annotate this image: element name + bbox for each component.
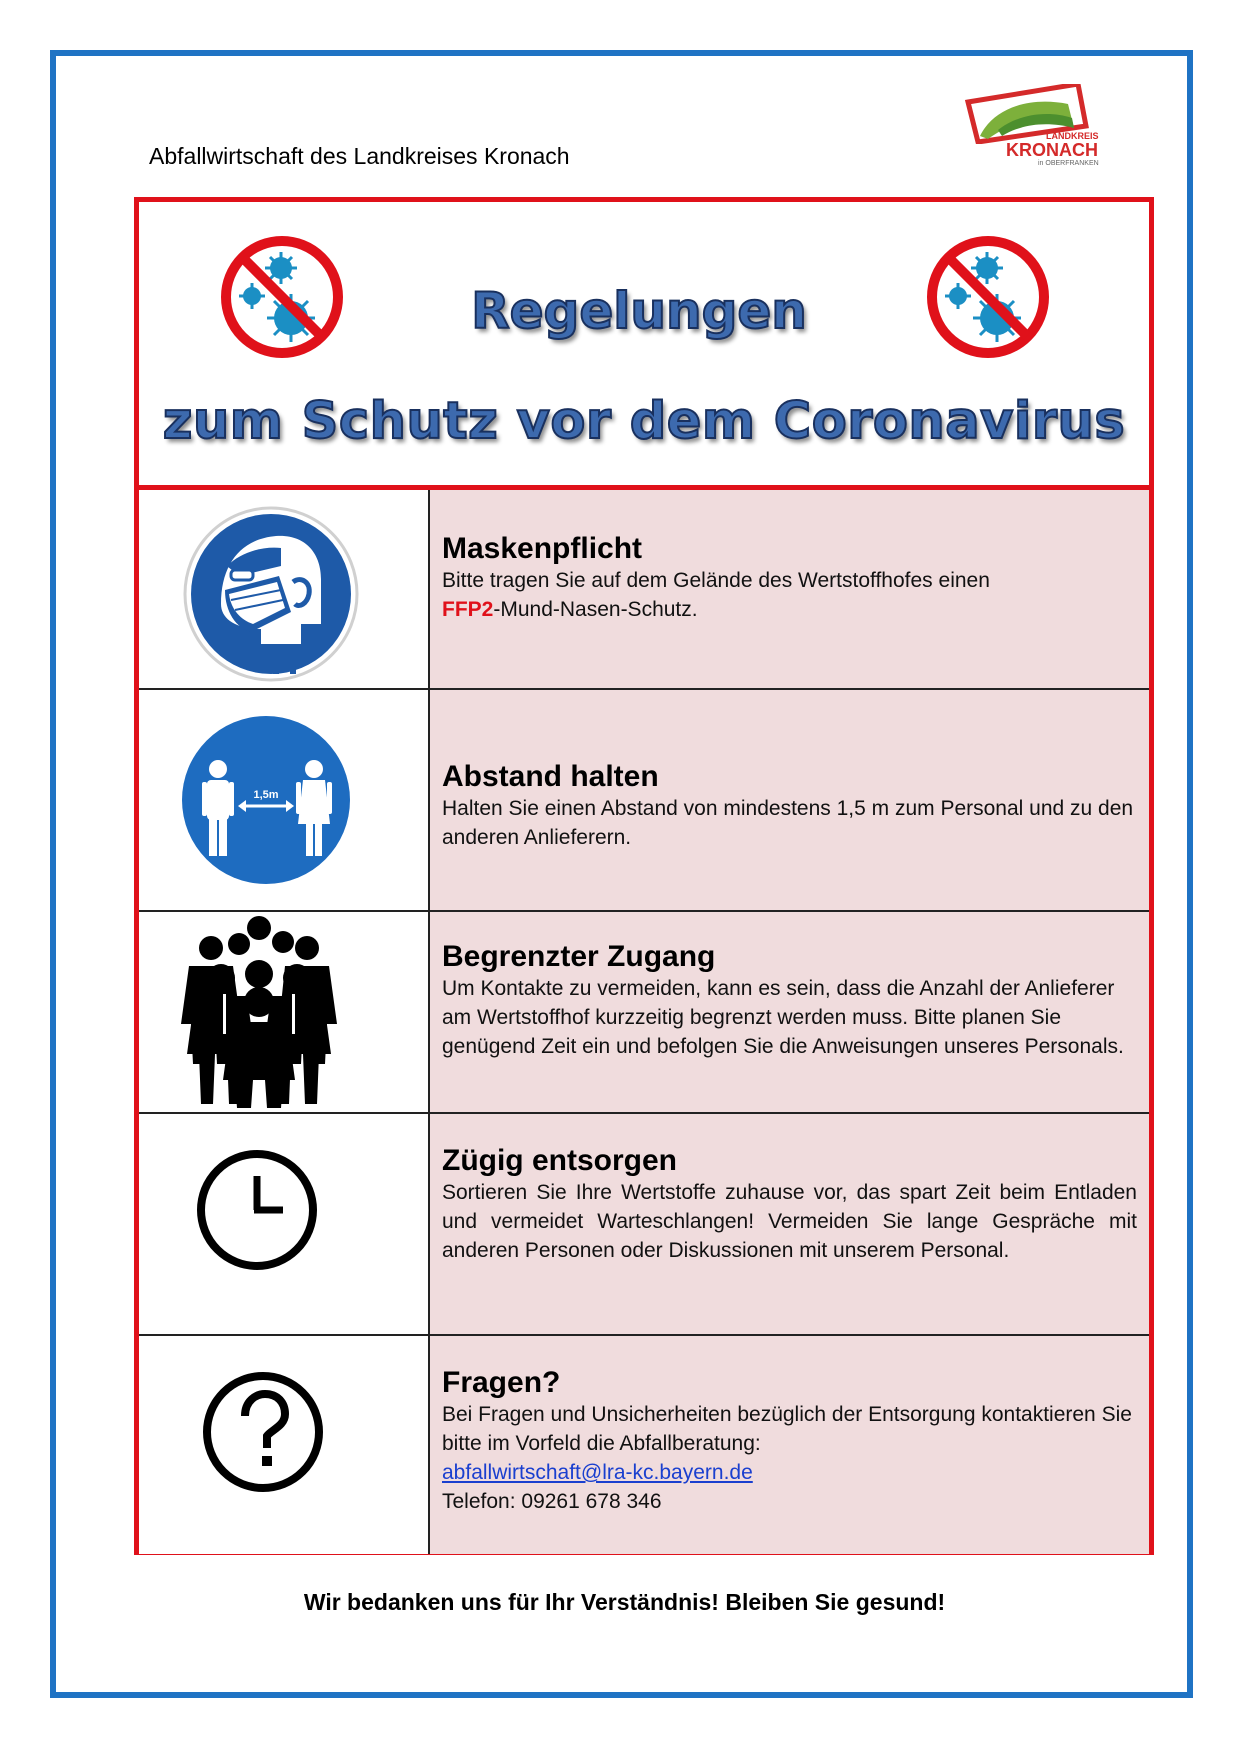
rule-row-access (139, 912, 1149, 1114)
logo-line1: LANDKREIS (1046, 131, 1099, 141)
rule-body-text: Bitte tragen Sie auf dem Gelände des Wertstoffhofes einen (442, 569, 990, 592)
kronach-logo (958, 84, 1108, 174)
distance-label: 1,5m (253, 789, 279, 801)
rule-body: Sortieren Sie Ihre Wertstoffe zuhause vor, das spart Zeit beim Entladen und vermeidet Warteschlangen! Vermeiden Sie lange Gespräche mit anderen Personen oder Diskussionen mit unserem Personal. (442, 1181, 1137, 1262)
rule-text-cell (430, 690, 1149, 910)
rule-title: Zügig entsorgen (442, 1144, 677, 1177)
rules-box (134, 197, 1154, 1555)
clock-icon (195, 1148, 319, 1272)
rule-row-questions (139, 1336, 1149, 1554)
email-link[interactable]: abfallwirtschaft@lra-kc.bayern.de (442, 1461, 753, 1484)
face-mask-icon (181, 504, 361, 684)
rule-body: Bei Fragen und Unsicherheiten bezüglich der Entsorgung kontaktieren Sie bitte im Vorfeld die Abfallberatung: (442, 1403, 1132, 1455)
rule-icon-cell (139, 1114, 430, 1334)
crowd-icon (159, 914, 359, 1108)
title-line2: zum Schutz vor dem Coronavirus (162, 392, 1126, 451)
rule-text-cell (430, 912, 1149, 1112)
footer-message: Wir bedanken uns für Ihr Verständnis! Bleiben Sie gesund! (303, 1589, 946, 1615)
rule-contact (442, 1458, 1137, 1487)
ffp2-highlight: FFP2 (442, 598, 494, 621)
rule-row-mask (139, 490, 1149, 690)
rule-body: Um Kontakte zu vermeiden, kann es sein, dass die Anzahl der Anlieferer am Wertstoffhof kurzzeitig begrenzt werden muss. Bitte planen Sie genügend Zeit ein und befolgen Sie die Anweisungen unseres Personals. (442, 977, 1124, 1058)
rule-body: Halten Sie einen Abstand von mindestens 1,5 m zum Personal und zu den anderen Anlieferern. (442, 797, 1134, 849)
logo-line2: KRONACH (1006, 140, 1098, 160)
organization-name: Abfallwirtschaft des Landkreises Kronach (149, 143, 570, 169)
rule-text-cell (430, 490, 1149, 688)
rule-text-cell (430, 1114, 1149, 1334)
logo-line3: in OBERFRANKEN (1038, 160, 1099, 167)
rule-title: Maskenpflicht (442, 532, 643, 565)
distance-icon (180, 714, 352, 886)
title-line1: Regelungen (471, 282, 807, 340)
question-icon (201, 1370, 325, 1494)
rule-icon-cell (139, 1336, 430, 1554)
rule-row-speed (139, 1114, 1149, 1336)
rules-list (139, 490, 1149, 1554)
rule-body-suffix: -Mund-Nasen-Schutz. (493, 598, 698, 621)
rule-text-cell (430, 1336, 1149, 1554)
rule-body (442, 566, 1137, 624)
rule-row-distance (139, 690, 1149, 912)
rule-icon-cell (139, 912, 430, 1112)
phone-number: Telefon: 09261 678 346 (442, 1490, 662, 1513)
rule-icon-cell (139, 690, 430, 910)
title-header (139, 202, 1149, 490)
rule-title: Fragen? (442, 1366, 561, 1399)
rule-title: Begrenzter Zugang (442, 940, 716, 973)
rule-title: Abstand halten (442, 760, 659, 793)
rule-icon-cell (139, 490, 430, 688)
